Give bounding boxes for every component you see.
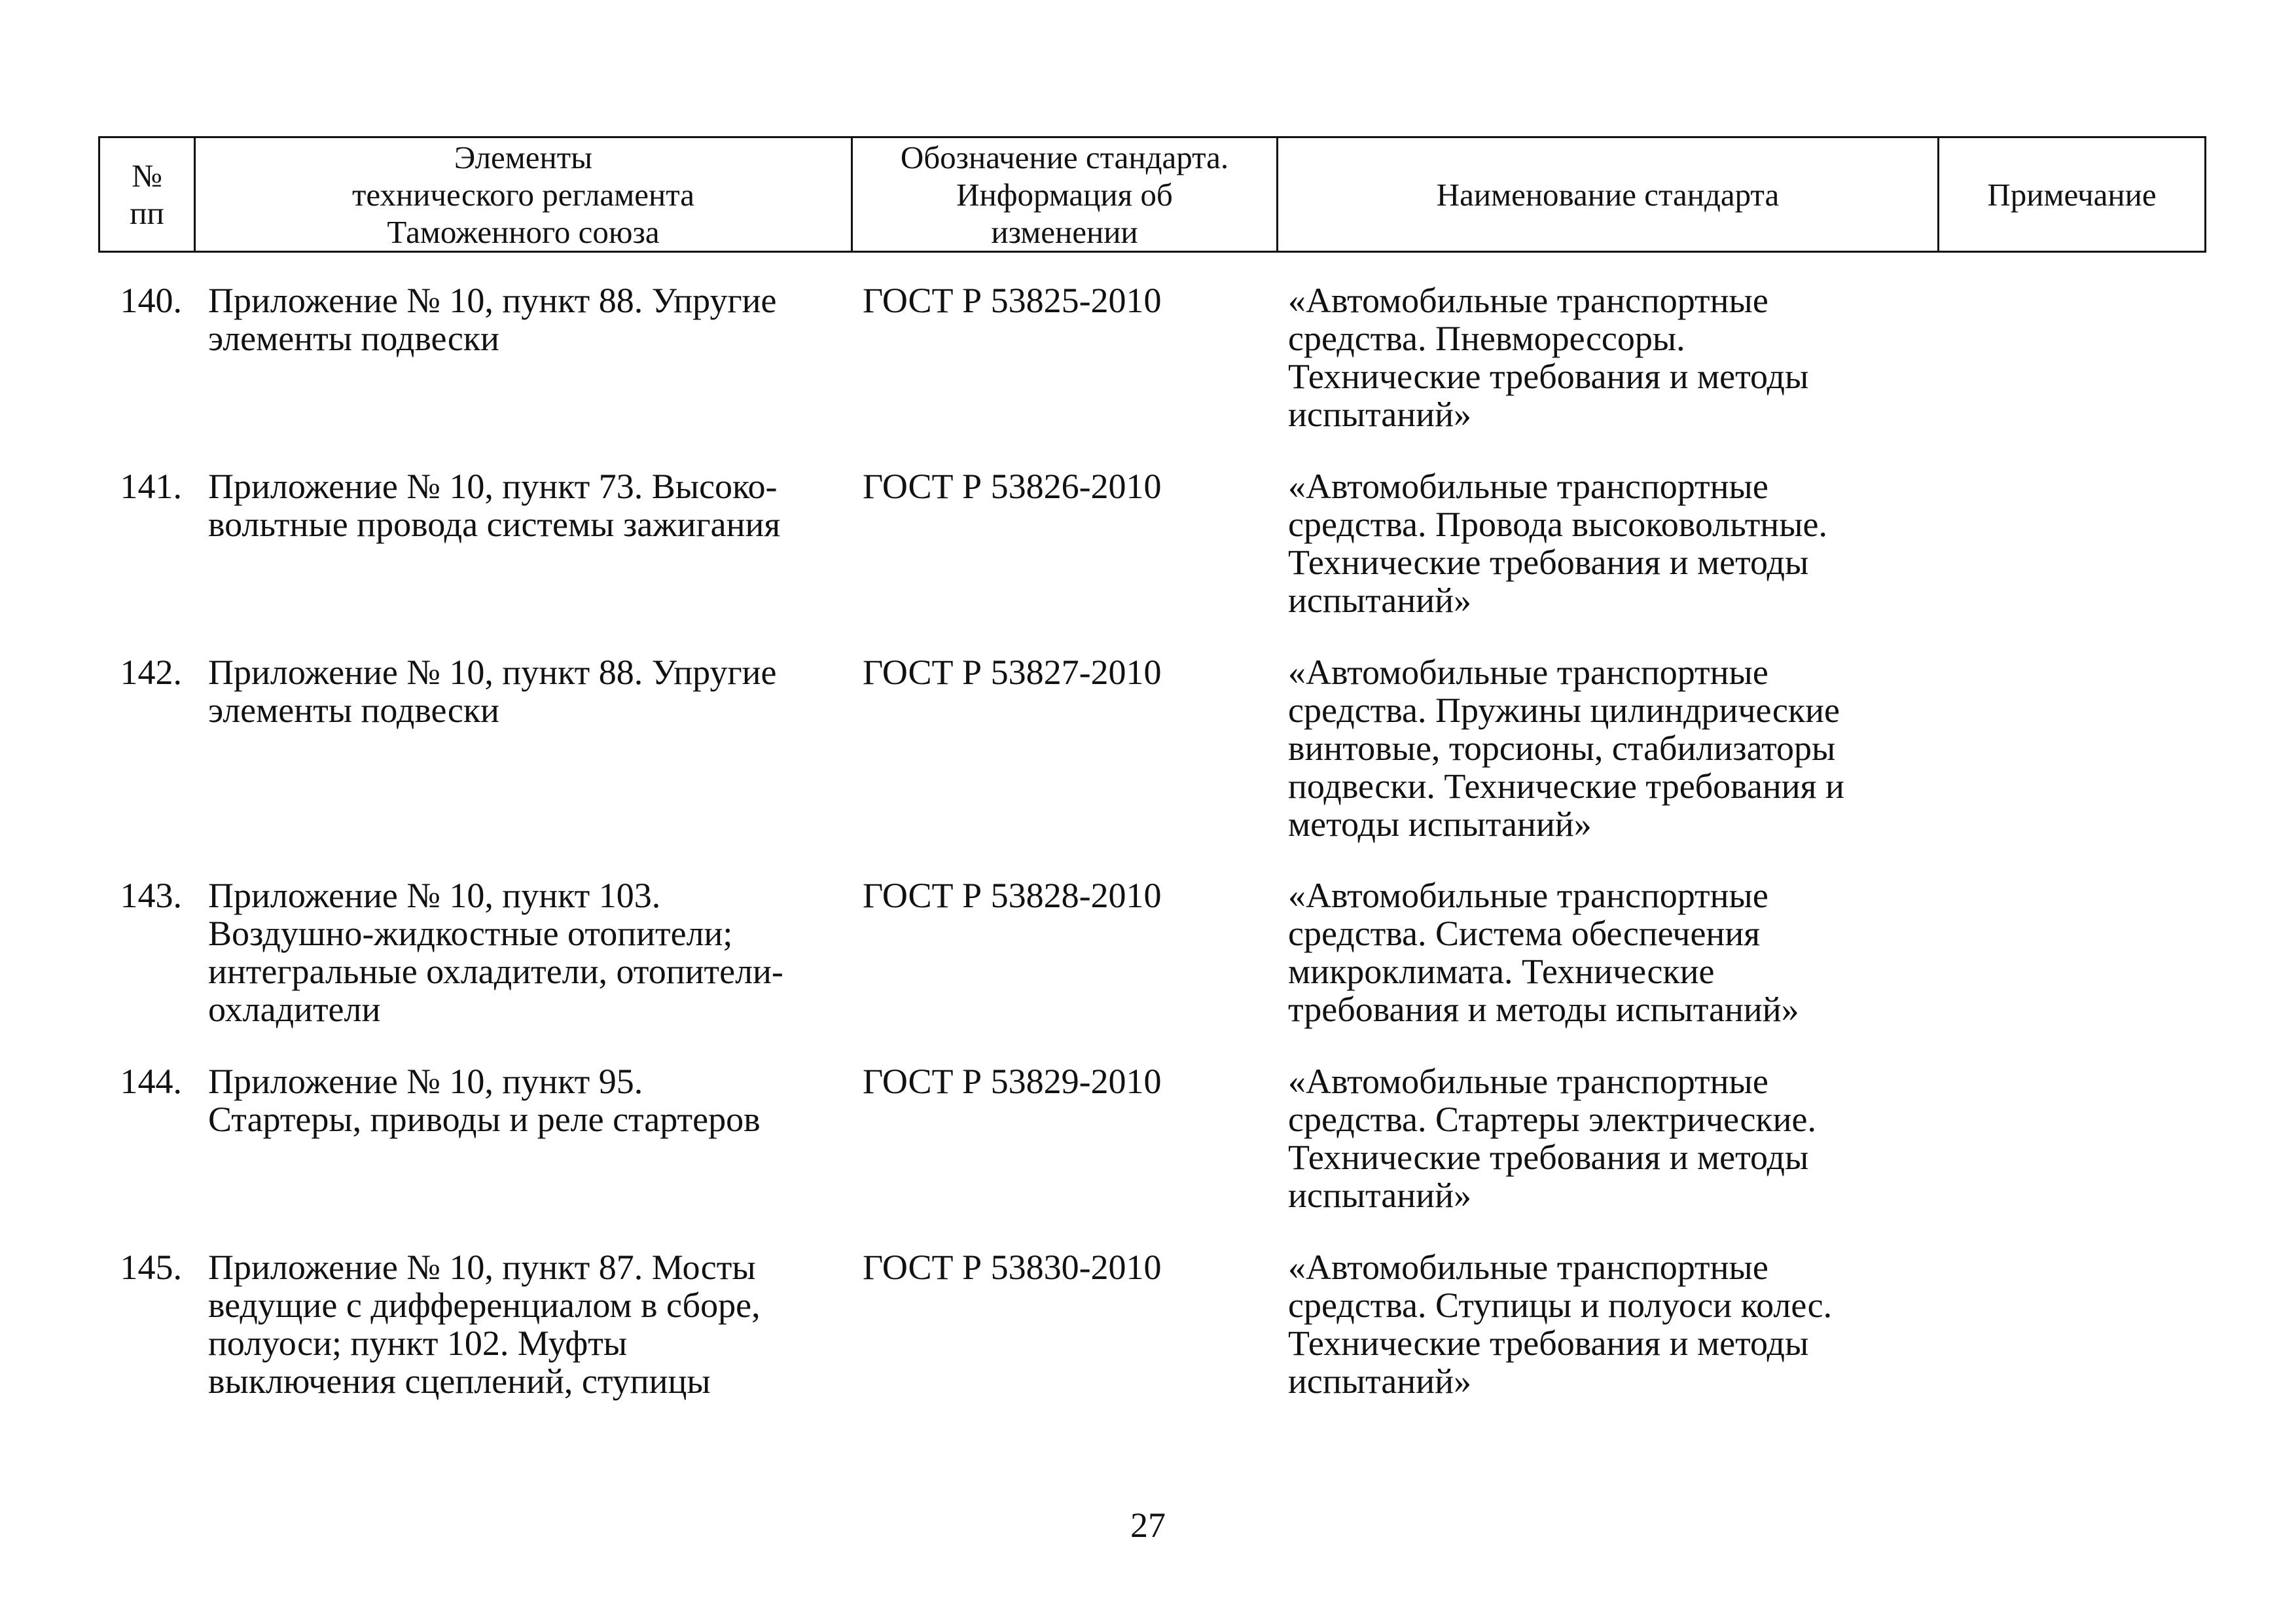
row-number: 143. <box>120 876 182 915</box>
header-number <box>99 137 195 252</box>
row-standard-name <box>1288 1062 1936 1214</box>
row-number: 142. <box>120 653 182 692</box>
row-elements-line: Приложение № 10, пункт 103. <box>208 876 661 915</box>
row-name-line: испытаний» <box>1288 581 1471 620</box>
row-elements-line: Воздушно-жидкостные отопители; <box>208 914 733 953</box>
row-elements-line: Приложение № 10, пункт 87. Мосты <box>208 1248 756 1287</box>
row-name-line: микроклимата. Технические <box>1288 952 1715 991</box>
header-elements-line: Таможенного союза <box>387 213 660 250</box>
row-number: 141. <box>120 467 182 506</box>
row-name-line: средства. Пружины цилиндрические <box>1288 691 1840 730</box>
header-standard-name <box>1278 137 1939 252</box>
row-number: 145. <box>120 1248 182 1287</box>
row-name-line: средства. Провода высоковольтные. <box>1288 505 1827 544</box>
row-name-line: испытаний» <box>1288 395 1471 434</box>
row-name-line: Технические требования и методы <box>1288 1138 1809 1177</box>
row-elements-line: ведущие с дифференциалом в сборе, <box>208 1286 761 1325</box>
row-elements-line: полуоси; пункт 102. Муфты <box>208 1324 628 1363</box>
row-elements-line: Стартеры, приводы и реле стартеров <box>208 1100 761 1139</box>
row-standard-name <box>1288 876 1936 1028</box>
row-name-line: «Автомобильные транспортные <box>1288 653 1768 692</box>
row-elements-line: элементы подвески <box>208 319 499 358</box>
row-standard-name <box>1288 281 1936 433</box>
row-standard-code: ГОСТ Р 53830-2010 <box>863 1248 1162 1287</box>
row-name-line: Технические требования и методы <box>1288 1324 1809 1363</box>
row-name-line: средства. Ступицы и полуоси колес. <box>1288 1286 1833 1325</box>
row-name-line: Технические требования и методы <box>1288 357 1809 396</box>
row-elements-line: Приложение № 10, пункт 88. Упругие <box>208 281 777 320</box>
row-name-line: «Автомобильные транспортные <box>1288 1062 1768 1101</box>
row-name-line: средства. Пневморессоры. <box>1288 319 1685 358</box>
row-elements-line: интегральные охладители, отопители- <box>208 952 783 991</box>
row-name-line: «Автомобильные транспортные <box>1288 876 1768 915</box>
header-number-line: пп <box>130 195 164 231</box>
header-code-line: изменении <box>991 213 1138 250</box>
header-elements <box>195 137 852 252</box>
row-standard-name <box>1288 653 1936 843</box>
row-name-line: средства. Стартеры электрические. <box>1288 1100 1817 1139</box>
row-elements <box>208 467 850 543</box>
row-elements-line: элементы подвески <box>208 691 499 730</box>
row-elements-line: Приложение № 10, пункт 88. Упругие <box>208 653 777 692</box>
header-note-line: Примечание <box>1987 176 2157 213</box>
row-name-line: требования и методы испытаний» <box>1288 990 1799 1029</box>
row-standard-code: ГОСТ Р 53829-2010 <box>863 1062 1162 1101</box>
header-elements-line: Элементы <box>454 139 593 175</box>
header-code-line: Обозначение стандарта. <box>900 139 1229 175</box>
row-name-line: методы испытаний» <box>1288 804 1592 844</box>
header-name-line: Наименование стандарта <box>1436 176 1780 213</box>
row-elements-line: Приложение № 10, пункт 73. Высоко- <box>208 467 778 506</box>
row-elements <box>208 653 850 729</box>
row-name-line: Технические требования и методы <box>1288 543 1809 582</box>
row-name-line: винтовые, торсионы, стабилизаторы <box>1288 729 1836 768</box>
row-standard-code: ГОСТ Р 53827-2010 <box>863 653 1162 692</box>
row-standard-code: ГОСТ Р 53826-2010 <box>863 467 1162 506</box>
row-elements-line: выключения сцеплений, ступицы <box>208 1362 711 1401</box>
row-name-line: «Автомобильные транспортные <box>1288 467 1768 506</box>
row-standard-code: ГОСТ Р 53825-2010 <box>863 281 1162 320</box>
row-name-line: «Автомобильные транспортные <box>1288 1248 1768 1287</box>
row-elements-line: охладители <box>208 990 381 1029</box>
row-name-line: «Автомобильные транспортные <box>1288 281 1768 320</box>
row-number: 140. <box>120 281 182 320</box>
row-elements <box>208 1248 850 1400</box>
row-name-line: средства. Система обеспечения <box>1288 914 1761 953</box>
page-number: 27 <box>1130 1506 1166 1545</box>
header-standard-code <box>852 137 1278 252</box>
row-elements <box>208 876 850 1028</box>
row-elements-line: вольтные провода системы зажигания <box>208 505 781 544</box>
row-name-line: испытаний» <box>1288 1362 1471 1401</box>
row-name-line: подвески. Технические требования и <box>1288 767 1844 806</box>
header-note <box>1939 137 2206 252</box>
row-elements-line: Приложение № 10, пункт 95. <box>208 1062 643 1101</box>
row-standard-name <box>1288 467 1936 619</box>
table-header <box>98 136 2206 253</box>
row-standard-code: ГОСТ Р 53828-2010 <box>863 876 1162 915</box>
row-elements <box>208 1062 850 1138</box>
row-standard-name <box>1288 1248 1936 1400</box>
row-elements <box>208 281 850 357</box>
row-name-line: испытаний» <box>1288 1176 1471 1215</box>
header-elements-line: технического регламента <box>351 176 695 213</box>
header-number-line: № <box>132 158 162 194</box>
header-code-line: Информация об <box>956 176 1173 213</box>
row-number: 144. <box>120 1062 182 1101</box>
